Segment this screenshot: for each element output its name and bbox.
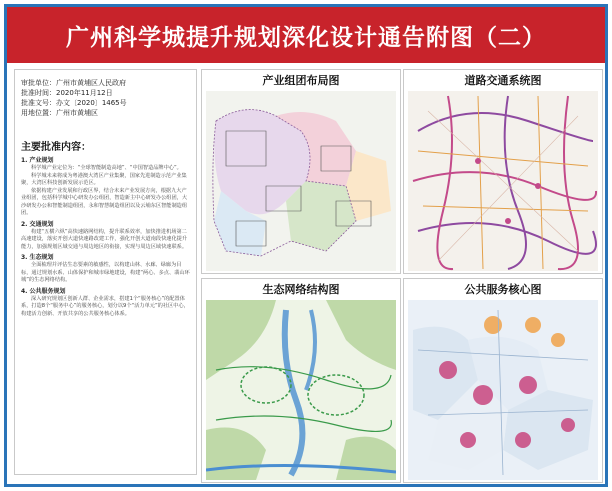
location-row: 用地位置：广州市黄埔区 [21, 109, 98, 117]
industry-cluster-map [206, 91, 396, 271]
approval-doc-row: 批准文号：办文〔2020〕1465号 [21, 99, 127, 107]
eco-network-panel [201, 278, 401, 483]
industry-cluster-panel [201, 69, 401, 274]
poster-frame [4, 4, 608, 487]
item-heading: 4. 公共服务规划 [21, 287, 66, 295]
page-title: 广州科学城提升规划深化设计通告附图（二） [66, 24, 546, 51]
eco-network-map [206, 300, 396, 480]
approval-info-column [14, 69, 197, 475]
road-traffic-map [408, 91, 598, 271]
panel-title: 生态网络结构图 [262, 283, 340, 296]
item-paragraph: 全面梳理并评估生态要素的敏感性，以构建山林、水廊、绿廊为目标，通过规划水系、山体保护和城市绿地建设，构建“两心、多点、翡山环城”的生态网络结构。 [21, 262, 190, 283]
panel-title: 道路交通系统图 [464, 74, 542, 87]
item-paragraph: 构建“五横六纵”高快速路网结构，提升联系效率，加快推进机场第二高速建设，落实开创大道快速路改建工作，强化开创大道南段快速化提升能力，加强规划区域交通与周边地区的衔接，实现与周边区域快速联系。 [21, 228, 188, 250]
panel-title: 产业组团布局图 [262, 74, 340, 87]
item-paragraph: 依据构建产业发展和行政区界，结合未来产业发展方向，根据九大产业组团，包括科学城中心研发办公组团，智造新主中心研发办公组团，大沙研发办公和智能制造组团，永和智慧制造组团以及云埔东区智能制造组团。 [21, 187, 188, 216]
item-paragraph: 科学城未来将成为粤港澳大湾区产业集聚，国家先进制造示范产业集聚，大湾区科技创新发展示范区。 [21, 172, 187, 186]
approver-row: 审批单位：广州市黄埔区人民政府 [21, 79, 126, 87]
panel-title: 公共服务核心图 [464, 283, 542, 296]
section-title: 主要批准内容： [21, 142, 91, 153]
item-paragraph: 科学城产业定位为：“全球智能制造高地”、“中国智造品牌中心”。 [31, 165, 182, 171]
approval-meta [15, 70, 196, 118]
item-heading: 1. 产业规划 [21, 157, 54, 164]
public-service-panel [403, 278, 603, 483]
public-service-map [408, 300, 598, 480]
road-traffic-panel [403, 69, 603, 274]
item-heading: 3. 生态规划 [21, 254, 54, 261]
approval-time-row: 批准时间：2020年11月12日 [21, 89, 113, 97]
approval-content [15, 157, 196, 318]
item-heading: 2. 交通规划 [21, 220, 54, 228]
item-paragraph: 深入研究规划区创新人群、企业需求，搭建1个“服务核心”的配置体系，打造8个“服务中心”的服务核心，划分以9个“活力单元”的社区中心，构建活力创新、开放共享的公共服务核心体系。 [21, 295, 189, 317]
title-bar [7, 7, 605, 63]
